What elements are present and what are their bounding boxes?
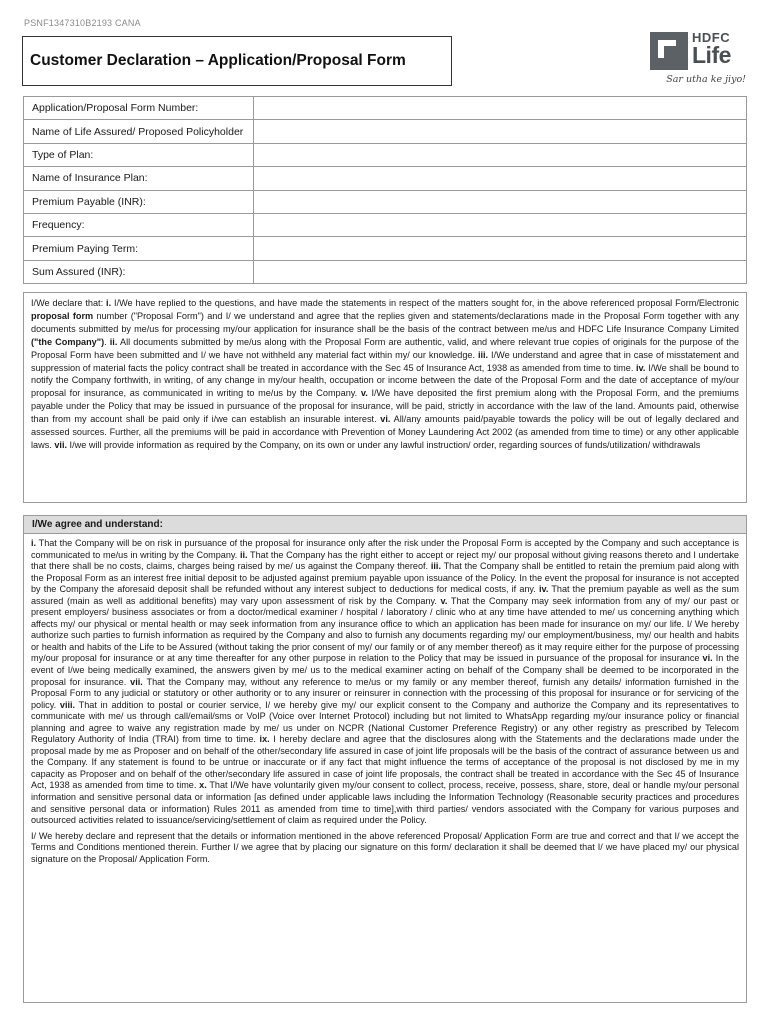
hdfc-life-logo bbox=[650, 30, 746, 90]
field-label-plan-type: Type of Plan: bbox=[24, 143, 254, 166]
declaration-text: I/we will provide information as required by the Company, on its own or under any lawful instruction/ order, regarding sources of funds/utilization/ withdrawals bbox=[67, 439, 701, 450]
table-row bbox=[24, 120, 747, 143]
clause-number: v. bbox=[360, 388, 368, 399]
field-value-plan-name[interactable] bbox=[254, 167, 747, 190]
clause-text: In the event of I/we being medically examined, the answers given by me/ us to the medical examiner acting on behalf of the Company shall be deemed to be incorporated in the proposal for insurance. bbox=[31, 653, 739, 687]
logo-brand: HDFC bbox=[692, 30, 731, 45]
declaration-text: I/We have replied to the questions, and have made the statements in respect of the matters sought for, in the above referenced proposal Form/Electronic bbox=[111, 298, 739, 308]
clause-number: ii. bbox=[239, 549, 248, 560]
table-row bbox=[24, 167, 747, 190]
declaration-text: All/any amounts paid/payable towards the policy will be out of legally declared and assessed sources. Further, all the premiums will be paid in accordance with Prevention of Money Laundering Act 2002 (as amended from time to time) or any other applicable laws. bbox=[31, 414, 739, 450]
field-value-premium[interactable] bbox=[254, 190, 747, 213]
field-value-sum-assured[interactable] bbox=[254, 260, 747, 283]
clause-number: vi. bbox=[702, 653, 713, 664]
declaration-text: I/We shall be bound to notify the Company forthwith, in writing, of any change in my/our health, occupation or income between the date of the Proposal Form and the date of acceptance of my/our proposal for insurance, as communicated in writing to me/us by the Company. bbox=[31, 362, 740, 399]
table-row bbox=[24, 143, 747, 166]
clause-number: v. bbox=[440, 595, 448, 606]
field-label-life-assured: Name of Life Assured/ Proposed Policyholder bbox=[24, 120, 254, 143]
clause-number: viii. bbox=[59, 699, 76, 710]
clause-text: That the premium payable as well as the sum assured (main as well as additional benefits) may vary upon assessment of risk by the Company. bbox=[31, 584, 739, 606]
clause-number: iv. bbox=[636, 362, 646, 373]
closing-declaration: I/ We hereby declare and represent that the details or information mentioned in the above referenced Proposal/ Application Form are true and correct and that I/ we accept the Terms and Conditions mentioned therein. Further I/ we agree that by placing our signature on this form/ declaration it shall be deemed that I/ we have placed my/ our physical signature on the Proposal/ Application Form. bbox=[31, 830, 739, 864]
clause-number: vii. bbox=[130, 676, 143, 687]
field-label-plan-name: Name of Insurance Plan: bbox=[24, 167, 254, 190]
clause-number: x. bbox=[199, 780, 207, 791]
declaration-text: I/We declare that: bbox=[31, 298, 107, 308]
field-value-frequency[interactable] bbox=[254, 213, 747, 236]
clause-number: iv. bbox=[538, 584, 549, 595]
clause-number: ix. bbox=[259, 734, 270, 745]
clause-number: iii. bbox=[477, 349, 489, 360]
clause-text: I hereby declare and agree that the disclosures along with the Statements and the declarations made under the proposal made by me as Proposer and on behalf of the other/secondary life assured in case of joint life proposals will be the basis of the contract of assurance between us and the Company. If any statement is found to be untrue or inaccurate or if any fact that might influence the terms of acceptance of the proposal is not disclosed by me in my capacity as Proposer and on behalf of the other/secondary life assured in case of joint life proposals, the contract shall be treated in accordance with the Sec 45 of Insurance Act, 1938 as amended from time to time. bbox=[31, 734, 739, 791]
clause-number: i. bbox=[31, 538, 37, 548]
field-label-form-number: Application/Proposal Form Number: bbox=[24, 97, 254, 120]
form-title-box bbox=[22, 36, 452, 86]
section-heading: I/We agree and understand: bbox=[24, 516, 746, 534]
field-value-life-assured[interactable] bbox=[254, 120, 747, 143]
declaration-box bbox=[23, 292, 747, 503]
declaration-text: number ("Proposal Form") and I/ we understand and agree that the replies given and statements/declarations made in the Proposal Form together with any documents submitted by me/us for processing my/our application for insurance shall be the basis of the contract between me/us and HDFC Life Insurance Company Limited bbox=[31, 310, 739, 334]
clause-text: That I/We have voluntarily given my/our consent to collect, process, receive, possess, share, store, deal or handle my/our personal information and sensitive personal data or information [as defined under applicable laws including the Information Technology (Reasonable security practices and procedures and sensitive personal data or information) Rules 2011 as amended from time to time],with third parties/ vendors associated with the Company for various purposes and outsourced activities related to issuance/servicing/settlement of claim as required under the Policy. bbox=[31, 780, 739, 826]
table-row bbox=[24, 260, 747, 283]
declaration-emphasis: ("the Company") bbox=[31, 336, 105, 347]
field-label-frequency: Frequency: bbox=[24, 213, 254, 236]
clause-text: That the Company will be on risk in pursuance of the proposal for insurance only after the risk under the Proposal Form is accepted by the Company and such acceptance is communicated to me/us in writing by the Company. bbox=[31, 538, 739, 560]
table-row bbox=[24, 97, 747, 120]
field-label-sum-assured: Sum Assured (INR): bbox=[24, 260, 254, 283]
field-label-paying-term: Premium Paying Term: bbox=[24, 237, 254, 260]
declaration-text: I/We have deposited the first premium along with the Proposal Form, and the premiums payable under the Policy that may be issued in pursuance of the proposal for insurance, will be paid, strictly in accordance with the law of the land. Amounts paid, otherwise than from my account shall be paid only if i/we can establish an insurable interest. bbox=[31, 388, 739, 425]
clause-text: That the Company may, without any reference to me/us or my family or any member thereof, furnish any details/ information furnished in the Proposal Form to any judicial or statutory or other authority or to any insurer or reinsurer in connection with the processing of this proposal for insurance or for servicing of the policy. bbox=[31, 676, 739, 710]
field-label-premium: Premium Payable (INR): bbox=[24, 190, 254, 213]
clause-text: That the Company has the right either to accept or reject my/ our proposal without giving reasons thereto and I undertake that there shall be no costs, claims, charges being raised by me/ us against the Company thereof. bbox=[31, 549, 739, 572]
clause-number: vii. bbox=[54, 439, 68, 450]
field-value-plan-type[interactable] bbox=[254, 143, 747, 166]
clause-number: ii. bbox=[109, 336, 118, 347]
table-row bbox=[24, 190, 747, 213]
declaration-text: . bbox=[104, 336, 110, 347]
agree-clauses bbox=[31, 538, 739, 827]
clause-text: That in addition to postal or courier service, I/ we hereby give my/ our explicit consent to the Company and authorize the Company and its representatives to communicate with me/ us through call/email/sms or VoIP (Voice over Internet Protocol) including but not limited to WhatsApp regarding my/our insurance policy or financial planning and agree to waive any registration made by me/ us under on NCPR (National Customer Preference Registry) or any other registry as prescribed by Telecom Regulatory Authority of India (TRAI) from time to time. bbox=[31, 699, 739, 745]
clause-number: iii. bbox=[430, 561, 441, 572]
table-row bbox=[24, 213, 747, 236]
declaration-emphasis: proposal form bbox=[31, 310, 94, 321]
policy-details-table bbox=[23, 96, 747, 284]
document-code: PSNF1347310B2193 CANA bbox=[24, 18, 141, 28]
field-value-paying-term[interactable] bbox=[254, 237, 747, 260]
page-title: Customer Declaration – Application/Proposal Form bbox=[30, 52, 406, 69]
logo-tagline: Sar utha ke jiyo! bbox=[666, 74, 746, 85]
declaration-text: I/We understand and agree that in case of misstatement and suppression of material facts the policy contract shall be treated in accordance with the Sec 45 of Insurance Act, 1938 as amended from time to time. bbox=[31, 349, 739, 373]
agree-understand-box bbox=[23, 515, 747, 1003]
clause-text: That the Company shall be entitled to retain the premium paid along with the Proposal Form as an interest free initial deposit to be adjusted against premium payable upon issuance of the Policy. In the event the proposal for insurance is not accepted by the Company the aforesaid deposit shall be refunded without any interest subject to deductions for medical costs, if any. bbox=[31, 561, 739, 595]
field-value-form-number[interactable] bbox=[254, 97, 747, 120]
logo-brand-sub: Life bbox=[692, 42, 731, 68]
clause-number: i. bbox=[106, 298, 112, 308]
table-row bbox=[24, 237, 747, 260]
clause-text: That the Company may seek information from any of my/ our past or present employers/ business associates or from a doctor/medical examiner / hospital / laboratory / clinic who at any time have attended to me/ us concerning anything which affects my/ our physical or mental health or may seek information from any insurance office to which an application has been made for insurance on my/ our life. I/ We hereby authorize such parties to furnish information as required by the Company and also to furnish any documents regarding my/ our employment/business, my/ our health and habits or health and habits of the Life to be Assured (without taking the prior consent of my/ our family or of any member thereof) as it may require either for the purpose of processing my/our proposal for insurance or at any time thereafter for any other purpose in relation to the Policy that may be issued in pursuance of the proposal for insurance bbox=[31, 595, 739, 664]
logo-mark-icon bbox=[650, 32, 688, 70]
agree-body bbox=[24, 534, 746, 865]
clause-number: vi. bbox=[380, 414, 391, 425]
declaration-text: All documents submitted by me/us along with the Proposal Form are authentic, valid, and where relevant true copies of originals for the purpose of the Proposal Form have been submitted and I/ we have not withheld any material fact within my/ our knowledge. bbox=[31, 336, 739, 360]
